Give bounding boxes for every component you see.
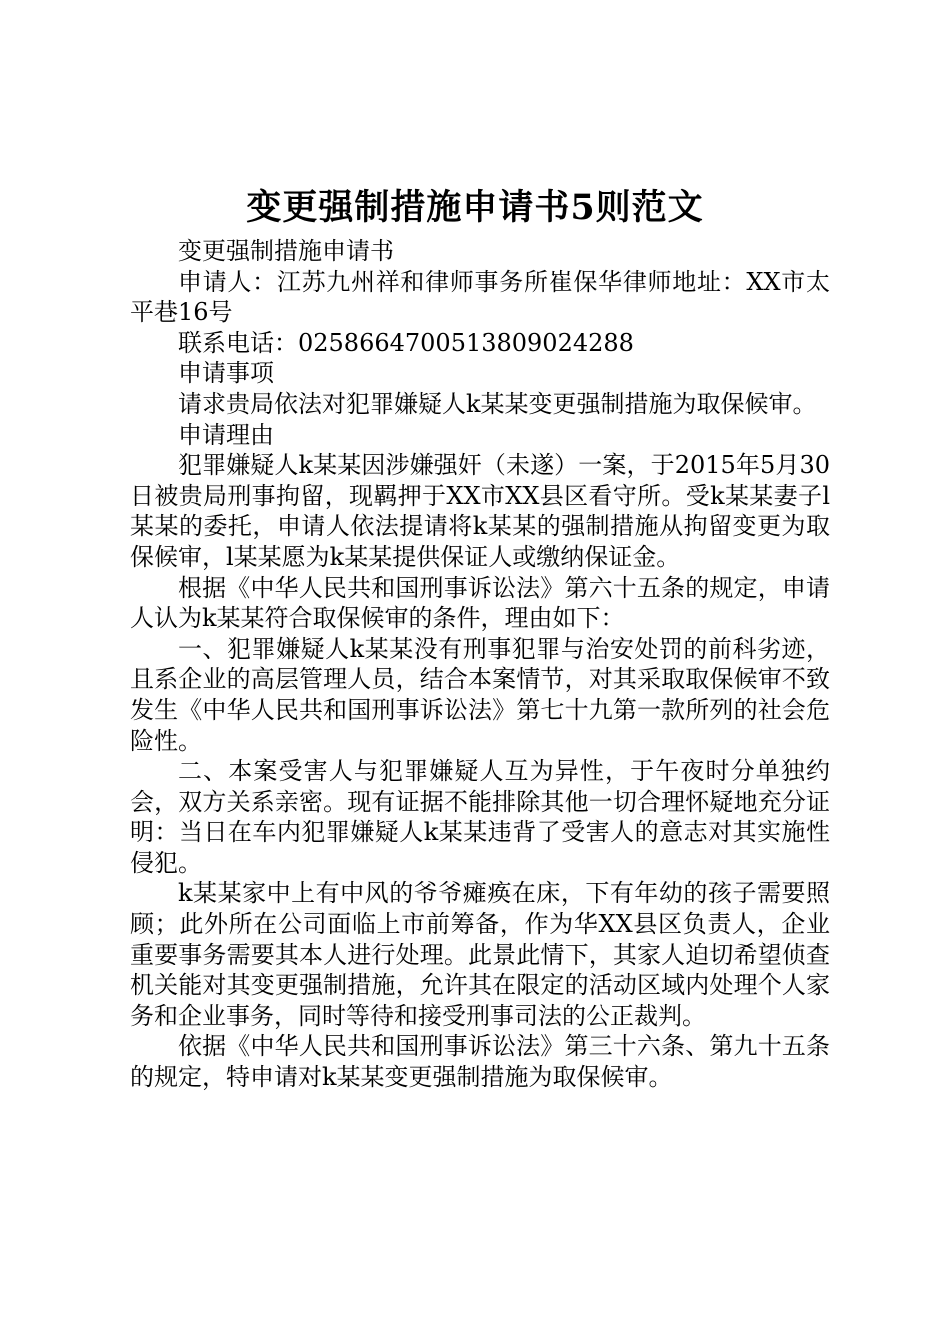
paragraph: 变更强制措施申请书: [178, 237, 394, 265]
paragraph: 一、犯罪嫌疑人k某某没有刑事犯罪与治安处罚的前科劣迹，且系企业的高层管理人员，结合本案情节，对其采取取保候审不致发生《中华人民共和国刑事诉讼法》第七十九第一款所列的社会危险性。: [130, 634, 830, 755]
paragraph: 申请事项: [178, 359, 274, 388]
document-title: 变更强制措施申请书5则范文: [246, 187, 704, 228]
paragraph: 联系电话：025866470051380902​4288: [178, 328, 634, 357]
paragraph: 根据《中华人民共和国刑事诉讼法》第六十五条的规定，申请人认为k某某符合取保候审的条件，理由如下：: [130, 573, 830, 633]
paragraph: k某某家中上有中风的爷爷瘫痪在床，下有年幼的孩子需要照顾；此外所在公司面临上市前筹备，作为华XX县区负责人，企业重要事务需要其本人进行处理。此景此情下，其家人迫切希望侦查机关能对其变更强制措施，允许其在限定的活动区域内处理个人家务和企业事务，同时等待和接受刑事司法的公正裁判。: [130, 879, 830, 1030]
paragraph: 依据《中华人民共和国刑事诉讼法》第三十六条、第九十五条的规定，特申请对k某某变更强制措施为取保候审。: [130, 1032, 830, 1092]
paragraph: 申请人：江苏九州祥和律师事务所崔保华律师地址：XX市太平巷16号: [130, 267, 830, 327]
document-body: [130, 236, 830, 1093]
paragraph: 请求贵局依法对犯罪嫌疑人k某某变更强制措施为取保候审。: [178, 389, 817, 418]
paragraph: 二、本案受害人与犯罪嫌疑人互为异性，于午夜时分单独约会，双方关系亲密。现有证据不能排除其他一切合理怀疑地充分证明：当日在车内犯罪嫌疑人k某某违背了受害人的意志对其实施性侵犯。: [130, 757, 830, 877]
paragraph: 犯罪嫌疑人k某某因涉嫌强奸（未遂）一案，于2015年5月30日被贵局刑事拘留，现羁押于XX市XX县区看守所。受k某某妻子l某某的委托，申请人依法提请将k某某的强制措施从拘留变更为取保候审，l某某愿为k某某提供保证人或缴纳保证金。: [130, 451, 830, 571]
paragraph: 申请理由: [178, 420, 274, 449]
